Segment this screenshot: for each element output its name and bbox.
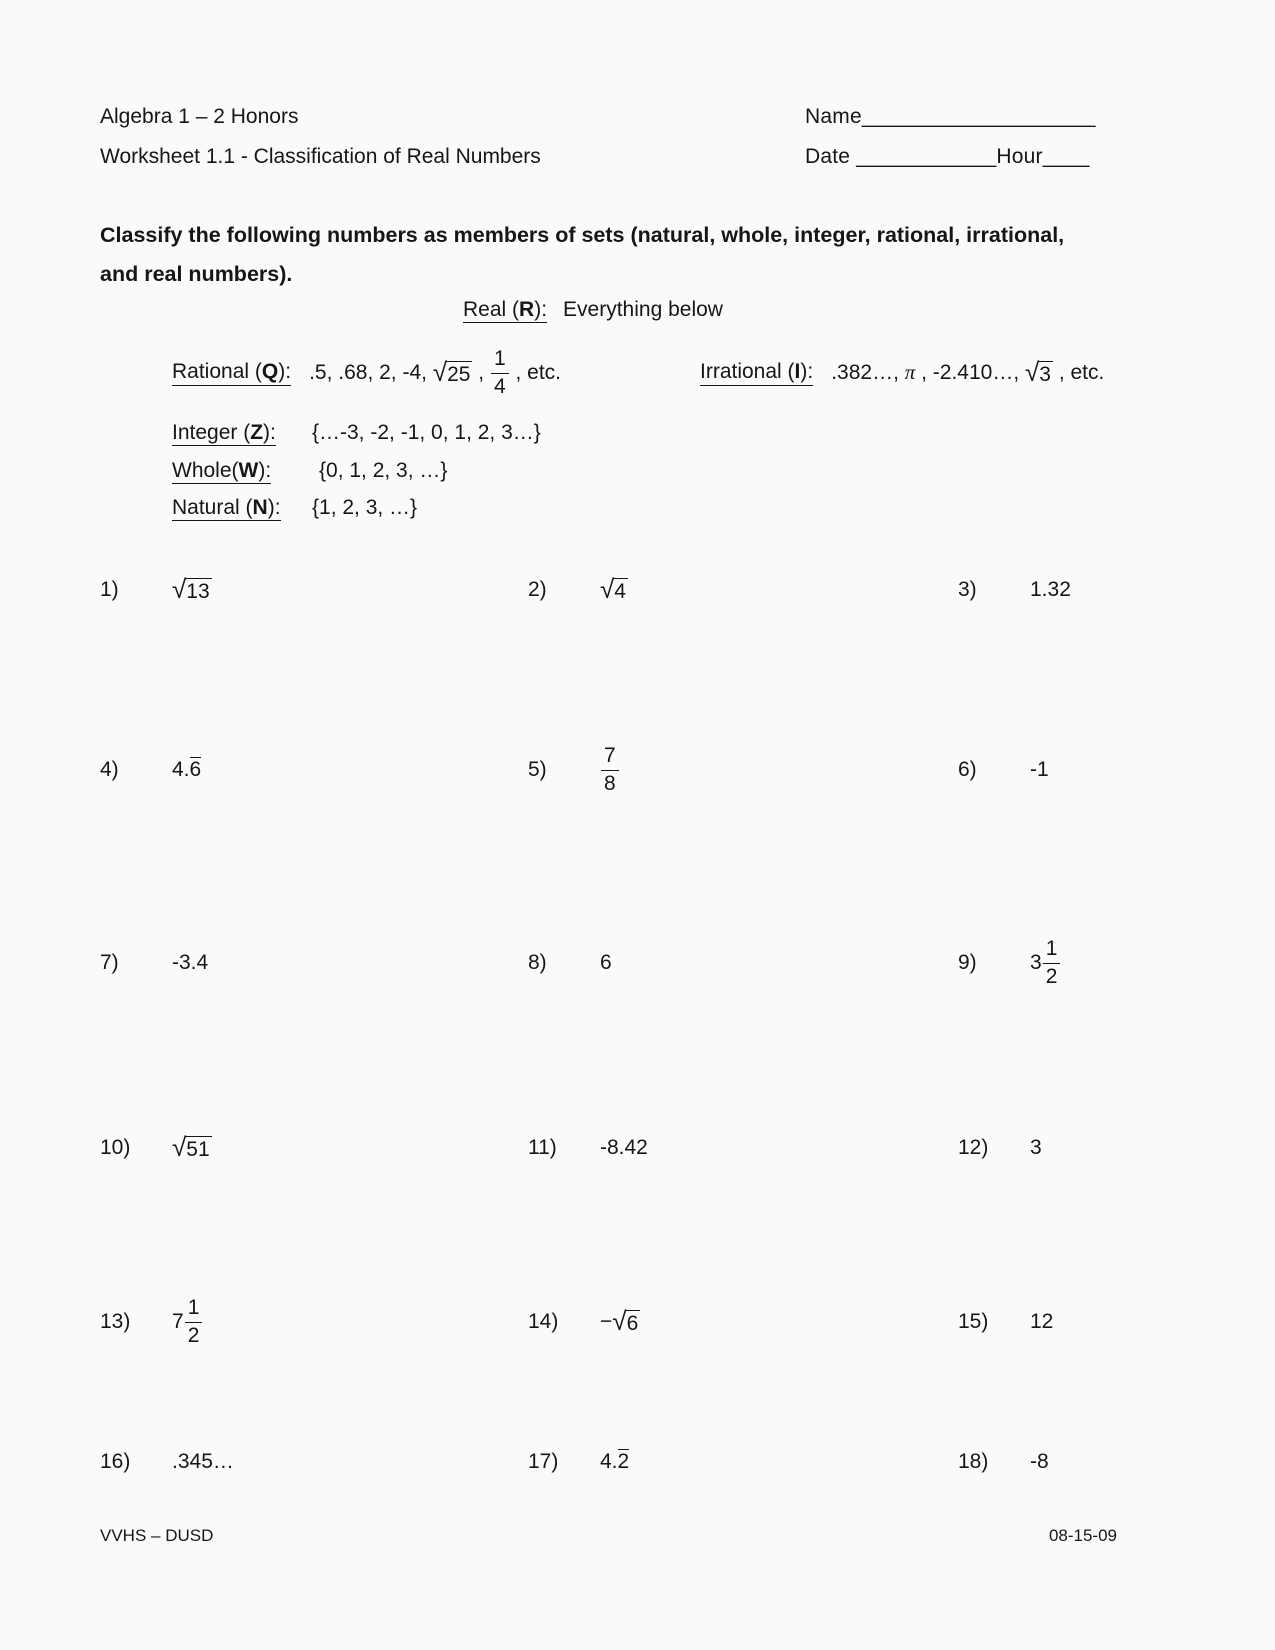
problem-value [1030, 758, 1049, 782]
problem-value [600, 576, 628, 604]
math-text: -1 [1030, 758, 1049, 781]
sqrt-expression [1025, 359, 1053, 387]
problem-number: 4) [100, 758, 119, 781]
problem-value [172, 757, 201, 783]
instructions-line-2: and real numbers). [100, 262, 293, 286]
fraction-denominator: 4 [493, 374, 506, 398]
problem-number: 15) [958, 1310, 989, 1333]
problem-number: 1) [100, 578, 119, 601]
fraction [491, 348, 509, 398]
sqrt-expression [172, 1134, 212, 1162]
problem-value [1030, 938, 1061, 988]
fraction [185, 1297, 203, 1347]
radicand: 4 [614, 580, 626, 604]
key-irrational [700, 340, 1104, 406]
key-whole [172, 459, 541, 497]
math-text: 4. [172, 757, 190, 781]
problem-2 [528, 558, 628, 622]
fraction [601, 745, 619, 795]
problem-value [1030, 578, 1071, 602]
sqrt-expression [433, 359, 473, 387]
problem-value [172, 576, 212, 604]
problem-10 [100, 1116, 212, 1180]
problem-3 [958, 558, 1071, 622]
instructions-line-1: Classify the following numbers as members of sets (natural, whole, integer, rational, irrational, [100, 223, 1065, 247]
key-real-desc: Everything below [563, 298, 723, 321]
key-rational-examples [309, 348, 561, 398]
problem-value [600, 1136, 648, 1160]
key-term-whole: Whole(W): [172, 458, 272, 482]
key-integer-set: {…-3, -2, -1, 0, 1, 2, 3…} [312, 421, 541, 444]
math-text: 7 [172, 1310, 184, 1333]
name-label: Name [805, 105, 862, 128]
problem-14 [528, 1290, 640, 1354]
date-row [805, 137, 1095, 177]
problem-number: 8) [528, 951, 547, 974]
problem-5 [528, 738, 620, 802]
math-text: -8 [1030, 1450, 1049, 1473]
repeating-digit-overline: 6 [189, 758, 202, 782]
key-natural [172, 496, 541, 534]
problem-number: 9) [958, 951, 977, 974]
problem-9 [958, 931, 1061, 995]
math-text: -8.42 [600, 1136, 648, 1159]
math-text: , etc. [1052, 360, 1105, 384]
problem-value [1030, 1310, 1053, 1334]
problem-number: 12) [958, 1136, 989, 1159]
radical-sign: √ [1025, 357, 1040, 388]
math-text: .382…, [831, 360, 905, 384]
problem-number: 16) [100, 1450, 131, 1473]
problem-6 [958, 738, 1049, 802]
problem-number: 18) [958, 1450, 989, 1473]
radical-sign: √ [172, 574, 187, 605]
fraction-denominator: 8 [604, 771, 616, 795]
date-label: Date [805, 145, 857, 168]
problem-value [172, 951, 208, 975]
key-term-real: Real (R): [463, 298, 548, 321]
math-text: , -2.410…, [915, 360, 1025, 384]
problem-value [600, 745, 620, 795]
radical-sign: √ [600, 574, 615, 605]
problem-number: 13) [100, 1310, 131, 1333]
fraction-numerator: 1 [1043, 938, 1061, 963]
fraction-denominator: 2 [1045, 964, 1058, 988]
problem-7 [100, 931, 208, 995]
math-text: -3.4 [172, 951, 209, 974]
footer-school: VVHS – DUSD [100, 1526, 214, 1545]
sqrt-expression [612, 1308, 640, 1336]
hour-label: Hour [996, 145, 1043, 168]
key-sets [172, 421, 541, 534]
radicand: 3 [1039, 363, 1051, 387]
key-term-rational: Rational (Q): [172, 360, 291, 386]
problem-12 [958, 1116, 1042, 1180]
problem-17 [528, 1430, 629, 1494]
problem-value [172, 1134, 212, 1162]
sqrt-expression [600, 576, 628, 604]
radicand: 51 [186, 1138, 210, 1162]
fraction [1043, 938, 1061, 988]
math-text: 1.32 [1030, 578, 1071, 601]
problem-value [1030, 1450, 1049, 1474]
problem-number: 2) [528, 578, 547, 601]
problem-16 [100, 1430, 234, 1494]
radical-sign: √ [172, 1132, 187, 1163]
problem-15 [958, 1290, 1053, 1354]
key-integer [172, 421, 541, 459]
radicand: 6 [626, 1312, 639, 1336]
math-text: 6 [600, 951, 612, 974]
problem-number: 6) [958, 758, 977, 781]
key-whole-set: {0, 1, 2, 3, …} [319, 458, 448, 482]
math-text: 3 [1030, 951, 1042, 974]
radicand: 25 [447, 363, 471, 387]
repeating-digit-overline: 2 [617, 1450, 630, 1474]
math-text: .5, .68, 2, -4, [309, 361, 433, 384]
problem-number: 14) [528, 1310, 559, 1333]
math-text: − [600, 1309, 613, 1333]
math-text: 4. [600, 1449, 618, 1473]
key-rational-irrational-row [0, 340, 1275, 406]
math-text: , etc. [509, 361, 562, 384]
problem-4 [100, 738, 201, 802]
fraction-numerator: 1 [185, 1297, 203, 1322]
radicand: 13 [186, 580, 210, 604]
date-blank-line: ____________ [856, 145, 997, 168]
problem-value [600, 951, 612, 975]
header-right [805, 97, 1095, 177]
problem-number: 11) [528, 1136, 557, 1159]
worksheet-title: Worksheet 1.1 - Classification of Real Numbers [100, 145, 541, 168]
problem-18 [958, 1430, 1049, 1494]
course-title: Algebra 1 – 2 Honors [100, 105, 299, 128]
problem-number: 3) [958, 578, 977, 601]
problem-number: 17) [528, 1450, 559, 1473]
key-irrational-examples [831, 359, 1104, 387]
math-text: 3 [1030, 1136, 1042, 1159]
problem-value [600, 1449, 629, 1475]
header-left [100, 97, 541, 177]
key-rational [172, 340, 561, 406]
fraction-denominator: 2 [187, 1323, 200, 1347]
problem-8 [528, 931, 612, 995]
math-text: .345… [172, 1450, 234, 1473]
problem-13 [100, 1290, 203, 1354]
key-term-integer: Integer (Z): [172, 421, 276, 444]
problem-number: 10) [100, 1136, 131, 1159]
problem-1 [100, 558, 212, 622]
problem-number: 7) [100, 951, 119, 974]
sqrt-expression [172, 576, 212, 604]
instructions [100, 216, 1064, 294]
name-row [805, 97, 1095, 137]
key-term-natural: Natural (N): [172, 496, 281, 519]
fraction-numerator: 1 [491, 348, 509, 373]
pi-symbol: π [904, 360, 916, 385]
key-term-irrational: Irrational (I): [700, 360, 813, 386]
radical-sign: √ [432, 357, 448, 388]
problem-value [1030, 1136, 1042, 1160]
key-real [463, 298, 723, 322]
footer-date: 08-15-09 [1048, 1526, 1117, 1545]
name-blank-line: ____________________ [861, 105, 1096, 128]
fraction-numerator: 7 [601, 745, 619, 770]
hour-blank-line: ____ [1042, 145, 1090, 168]
problem-value [600, 1308, 640, 1336]
problem-11 [528, 1116, 648, 1180]
problem-number: 5) [528, 758, 547, 781]
math-text: , [472, 361, 490, 384]
radical-sign: √ [612, 1306, 627, 1337]
problem-value [172, 1450, 234, 1474]
key-natural-set: {1, 2, 3, …} [312, 496, 418, 519]
math-text: 12 [1030, 1310, 1054, 1333]
problem-value [172, 1297, 203, 1347]
